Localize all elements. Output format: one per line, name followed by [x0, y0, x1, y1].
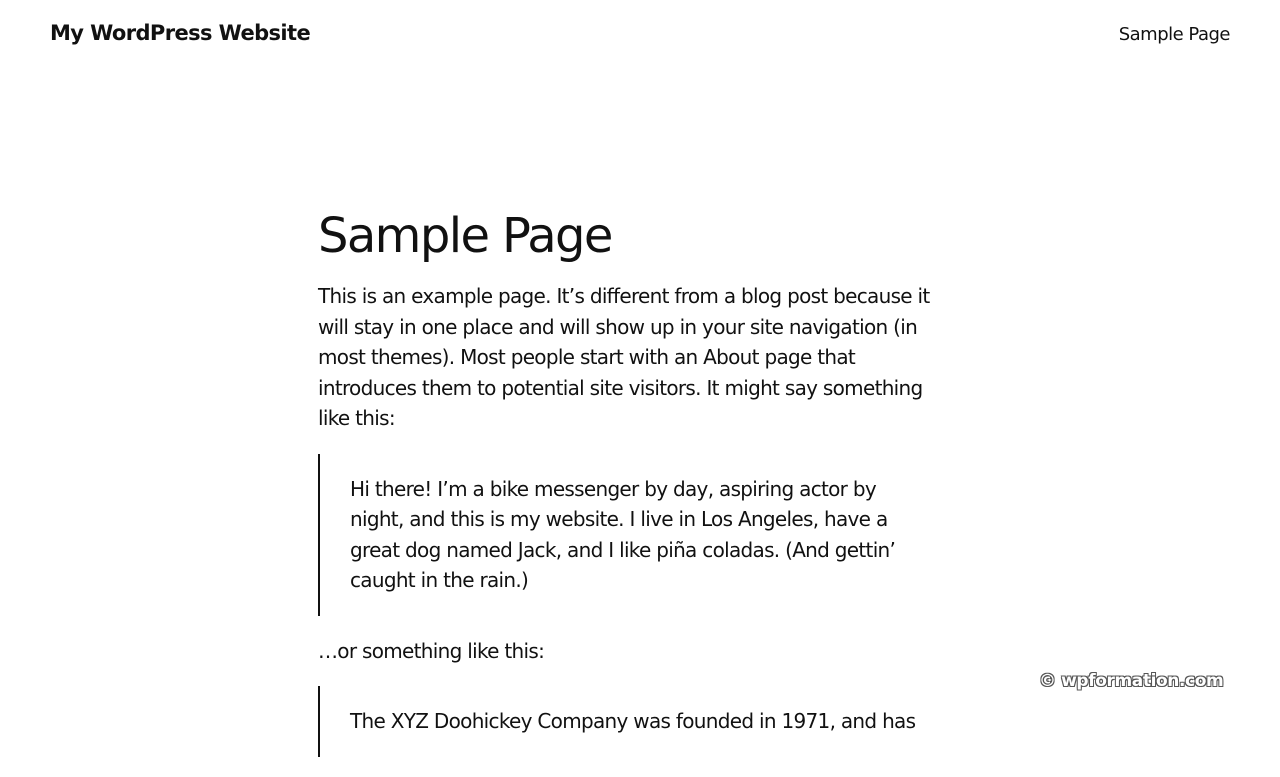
nav-item-sample-page[interactable]: Sample Page [1118, 24, 1230, 45]
intro-paragraph: This is an example page. It’s different from a blog post because it will stay in one place and will show up in your site navigation (in most themes). Most people start with an About page that introduces them to potential site visitors. It might say something like this: [318, 284, 930, 430]
primary-navigation [1119, 24, 1230, 45]
blockquote-bike-messenger [318, 454, 946, 616]
page-content [318, 205, 946, 777]
transition-paragraph: …or something like this: [318, 638, 545, 663]
site-header [0, 0, 1280, 72]
watermark: © wpformation.com [1039, 671, 1224, 691]
site-title-link[interactable]: My WordPress Website [50, 21, 311, 45]
page-title: Sample Page [318, 208, 612, 264]
blockquote-company [318, 686, 946, 757]
blockquote-text: Hi there! I’m a bike messenger by day, aspiring actor by night, and this is my website. I live in Los Angeles, have a great dog named Jack, and I like piña coladas. (And gettin’ caught in the rain.) [350, 476, 896, 592]
blockquote-text: The XYZ Doohickey Company was founded in 1971, and has [350, 709, 916, 733]
